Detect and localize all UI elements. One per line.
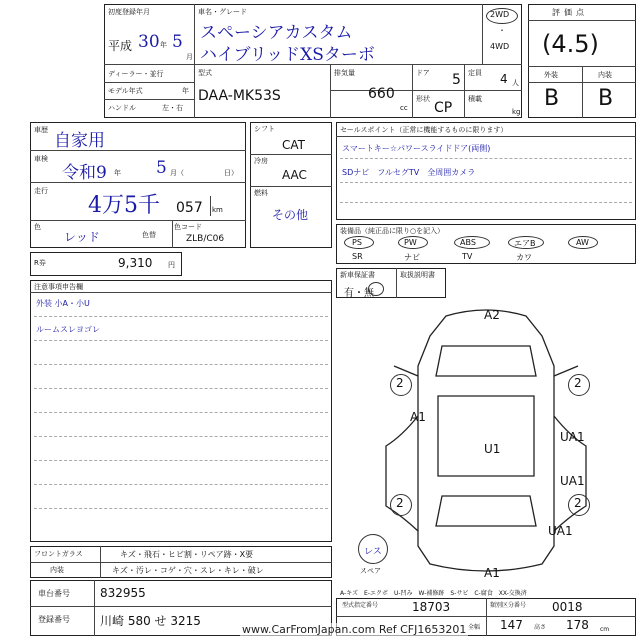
fuel: その他: [272, 208, 309, 222]
type-cert: 18703: [412, 600, 451, 614]
plate-label: 登録番号: [38, 615, 70, 624]
damage-right-side2: UA1: [560, 474, 585, 488]
grade: ハイブリッドXSターボ: [200, 45, 375, 65]
handle-label: ハンドル: [108, 104, 136, 112]
damage-roof: U1: [484, 442, 501, 456]
first-reg-month-unit: 月: [186, 53, 193, 61]
equip-aw: AW: [576, 238, 589, 247]
height-unit: cm: [600, 626, 610, 633]
interior-check-text: キズ・汚レ・コゲ・穴・スレ・キレ・破レ: [112, 566, 264, 575]
color-no-label: 色替: [142, 231, 156, 239]
car-name: スペーシアカスタム: [200, 23, 353, 43]
sales-points-label: セールスポイント（正常に機能するものに限ります）: [340, 126, 508, 134]
ac: AAC: [282, 168, 307, 182]
handle-value: 左・右: [162, 104, 183, 112]
equip-pw: PW: [404, 238, 417, 247]
doors-label: ドア: [416, 69, 430, 77]
spare-label: スペア: [360, 567, 381, 575]
maintenance-label: 取扱説明書: [400, 271, 435, 279]
glass-label: フロントガラス: [34, 550, 83, 558]
plate-number: 川崎 580 せ 3215: [100, 614, 201, 628]
exterior-grade: B: [544, 86, 560, 111]
model: DAA-MK53S: [198, 88, 281, 104]
damage-front-top: A2: [484, 308, 500, 322]
interior-grade: B: [598, 86, 614, 111]
sales-point-line1: スマートキー☆パワースライドドア(両側): [342, 144, 491, 153]
drive-2wd: 2WD: [490, 10, 510, 19]
chassis-number: 832955: [100, 586, 146, 600]
warranty-circle: [368, 282, 384, 296]
inspection-label: 車検: [34, 155, 48, 163]
type-label: 車歴: [34, 126, 48, 134]
class-number: 0018: [552, 600, 583, 614]
equipment-label: 装備品（純正品に限り○を記入）: [340, 227, 445, 235]
equip-navi: ナビ: [404, 253, 420, 262]
doors: 5: [452, 72, 461, 88]
shift: CAT: [282, 138, 305, 152]
inspection-year-unit: 年: [114, 169, 121, 177]
height-value: 178: [566, 618, 589, 632]
equip-tv: TV: [462, 252, 473, 261]
notes-line1: 外装 小A・小U: [36, 299, 90, 308]
recycle-label: R券: [34, 259, 46, 267]
interior-label: 内装: [598, 71, 612, 79]
notes-section: [30, 280, 332, 542]
watermark: www.CarFromJapan.com Ref CFJ1653201: [242, 623, 467, 636]
inspection-day-unit: 日）: [224, 169, 238, 177]
spare-status: レス: [364, 547, 382, 557]
model-label: 型式: [198, 69, 212, 77]
displacement: 660: [368, 86, 395, 102]
damage-rear-bottom: A1: [484, 566, 500, 580]
capacity-label: 定員: [468, 69, 482, 77]
color-code-label: 色コード: [174, 223, 202, 231]
score-label: 評価点: [552, 8, 588, 17]
mileage-tail: 057: [176, 200, 203, 216]
shape-label: 形状: [416, 95, 430, 103]
fuel-label: 燃料: [254, 189, 268, 197]
equip-sr: SR: [352, 252, 363, 261]
capacity-unit: 人: [512, 79, 519, 87]
equip-airbag: エアB: [514, 239, 536, 248]
height-label: 高さ: [534, 624, 547, 631]
class-label: 類別区分番号: [490, 602, 527, 609]
model-year-unit: 年: [182, 87, 189, 95]
first-reg-month: 5: [172, 32, 183, 52]
shape: CP: [434, 100, 453, 116]
mileage-unit: km: [212, 206, 223, 214]
capacity: 4: [500, 72, 508, 86]
damage-right-rear2: UA1: [548, 524, 573, 538]
drive-dot: ・: [498, 26, 506, 35]
exterior-label: 外装: [544, 71, 558, 79]
interior-check-label: 内装: [50, 566, 64, 574]
type-cert-label: 型式指定番号: [342, 602, 379, 609]
shift-label: シフト: [254, 125, 275, 133]
vehicle-type: 自家用: [54, 131, 105, 151]
equip-ps: PS: [352, 238, 362, 247]
equip-leather: カワ: [516, 253, 532, 262]
width-label: 全幅: [468, 624, 481, 631]
recycle: 9,310: [118, 256, 153, 270]
width-value: 147: [500, 618, 523, 632]
load-label: 積載: [468, 95, 482, 103]
warranty-label: 新車保証書: [340, 271, 375, 279]
mileage: 4万5千: [88, 193, 160, 218]
damage-right-side: UA1: [560, 430, 585, 444]
damage-left-rear: 2: [396, 496, 404, 510]
color: レッド: [64, 230, 100, 244]
ac-label: 冷房: [254, 157, 268, 165]
inspection-month-unit: 月（: [170, 169, 184, 177]
sales-point-line2: SDナビ フルセグTV 全周囲カメラ: [342, 168, 476, 177]
recycle-unit: 円: [168, 261, 175, 269]
inspection-era: 令和9: [62, 163, 107, 183]
first-reg-label: 初度登録年月: [108, 8, 150, 16]
car-name-label: 車名・グレード: [198, 8, 247, 16]
recycle-section: [30, 252, 182, 276]
glass-text: キズ・飛石・ヒビ割・リペア跡・X要: [120, 550, 254, 559]
dealer-label: ディーラー・並行: [108, 70, 164, 78]
damage-legend: A-キズ E-エクボ U-凹み W-補修跡 S-サビ C-腐食 XX-交換済: [340, 590, 527, 597]
first-reg-year: 30: [138, 32, 160, 52]
displacement-label: 排気量: [334, 69, 355, 77]
model-year-label: モデル年式: [108, 87, 143, 95]
score-value: (4.5): [542, 30, 599, 58]
first-reg-era: 平成: [108, 39, 133, 53]
drive-4wd: 4WD: [490, 42, 510, 51]
warranty-value: 有・無: [344, 288, 374, 299]
color-code: ZLB/C06: [186, 234, 225, 244]
inspection-month: 5: [156, 158, 167, 178]
color-label: 色: [34, 223, 41, 231]
chassis-label: 車台番号: [38, 589, 70, 598]
damage-right-rear: 2: [574, 496, 582, 510]
first-reg-year-unit: 年: [160, 41, 167, 49]
notes-line2: ルームスレヨゴレ: [36, 325, 100, 334]
mileage-label: 走行: [34, 187, 48, 195]
notes-label: 注意事項申告欄: [34, 283, 83, 291]
damage-left-front: 2: [396, 376, 404, 390]
displacement-unit: cc: [400, 104, 408, 112]
damage-left-side: A1: [410, 410, 426, 424]
equip-abs: ABS: [460, 238, 476, 247]
damage-right-front: 2: [574, 376, 582, 390]
load-unit: kg: [512, 108, 521, 116]
